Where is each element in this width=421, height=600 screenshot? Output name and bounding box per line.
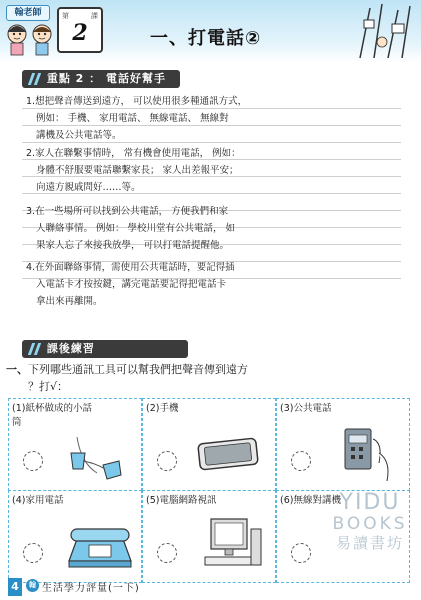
children-illustration-icon: [4, 20, 60, 56]
option-label: (2)手機: [146, 403, 179, 414]
teacher-badge: 翰老師: [6, 5, 50, 21]
watermark: [330, 492, 410, 552]
lesson-label-2: 課: [91, 12, 98, 20]
answer-circle[interactable]: [291, 451, 311, 471]
key-point-line: 1.想把聲音傳送到遠方， 可以使用很多種通訊方式，: [26, 96, 248, 107]
key-point-line: 3.在一些場所可以找到公共電話， 方便我們和家: [26, 206, 229, 217]
watermark-line-2: BOOKS: [332, 514, 408, 534]
key-point-line: 拿出來再離開。: [36, 296, 103, 307]
lesson-number-box: [57, 7, 103, 53]
exercise-heading-text: 課後練習: [46, 342, 95, 355]
key-point-line: 例如： 手機、 家用電話、 無線電話、 無線對: [36, 113, 229, 124]
option-cell: [276, 398, 410, 491]
option-cell: [8, 398, 142, 491]
answer-circle[interactable]: [157, 543, 177, 563]
key-point-line: 2.家人在聯繫事情時， 常有機會使用電話， 例如：: [26, 148, 241, 159]
answer-circle[interactable]: [291, 543, 311, 563]
publisher-icon: 翰: [26, 579, 39, 592]
answer-circle[interactable]: [157, 451, 177, 471]
question-1: [6, 361, 416, 395]
footer-title: 生活學力評量(一下): [42, 583, 140, 594]
question-line-2: ？打√：: [28, 380, 69, 393]
page-number: 4: [8, 578, 22, 596]
answer-circle[interactable]: [23, 543, 43, 563]
lesson-label-1: 第: [62, 12, 69, 20]
question-prefix: 一、: [6, 363, 28, 376]
watermark-line-3: 易讀書坊: [335, 534, 404, 552]
option-label: (1)紙杯做成的小話筒: [12, 403, 92, 428]
city-decoration-icon: [352, 2, 418, 58]
key-point-line: 向遠方親戚問好……等。: [36, 182, 141, 193]
option-cell: [142, 398, 276, 491]
exercise-heading: [22, 340, 188, 358]
option-label: (5)電腦網路視訊: [146, 495, 217, 506]
heading-slash-icon: [34, 73, 41, 85]
option-label: (6)無線對講機: [280, 495, 341, 506]
key-point-line: 入電話卡才按按鍵，講完電話要記得把電話卡: [36, 279, 227, 290]
key-point-heading-text: 重點 2 ： 電話好幫手: [46, 72, 166, 85]
option-label: (4)家用電話: [12, 495, 64, 506]
key-point-line: 身體不舒服要電話聯繫家長； 家人出差報平安；: [36, 165, 239, 176]
lesson-number: 2: [72, 20, 88, 46]
paper-cup-phone-icon: [67, 433, 137, 487]
watermark-line-1: YIDU: [339, 490, 401, 515]
option-cell: [142, 490, 276, 583]
computer-icon: [195, 515, 267, 579]
mobile-phone-icon: [195, 433, 265, 475]
public-telephone-icon: [339, 423, 403, 487]
key-point-line: 果家人忘了來接我放學， 可以打電話提醒他。: [36, 240, 230, 251]
page-title: 一、打電話②: [150, 28, 262, 49]
key-point-line: 4.在外面聯絡事情，需使用公共電話時，要記得插: [26, 262, 235, 273]
answer-circle[interactable]: [23, 451, 43, 471]
home-telephone-icon: [63, 521, 137, 577]
option-cell: [8, 490, 142, 583]
key-point-line: 講機及公共電話等。: [36, 130, 122, 141]
heading-slash-icon: [34, 343, 41, 355]
option-label: (3)公共電話: [280, 403, 332, 414]
key-point-heading: [22, 70, 180, 88]
key-point-line: 人聯絡事情。 例如： 學校川堂有公共電話， 如: [36, 223, 236, 234]
question-line-1: 下列哪些通訊工具可以幫我們把聲音傳到遠方: [28, 363, 248, 376]
